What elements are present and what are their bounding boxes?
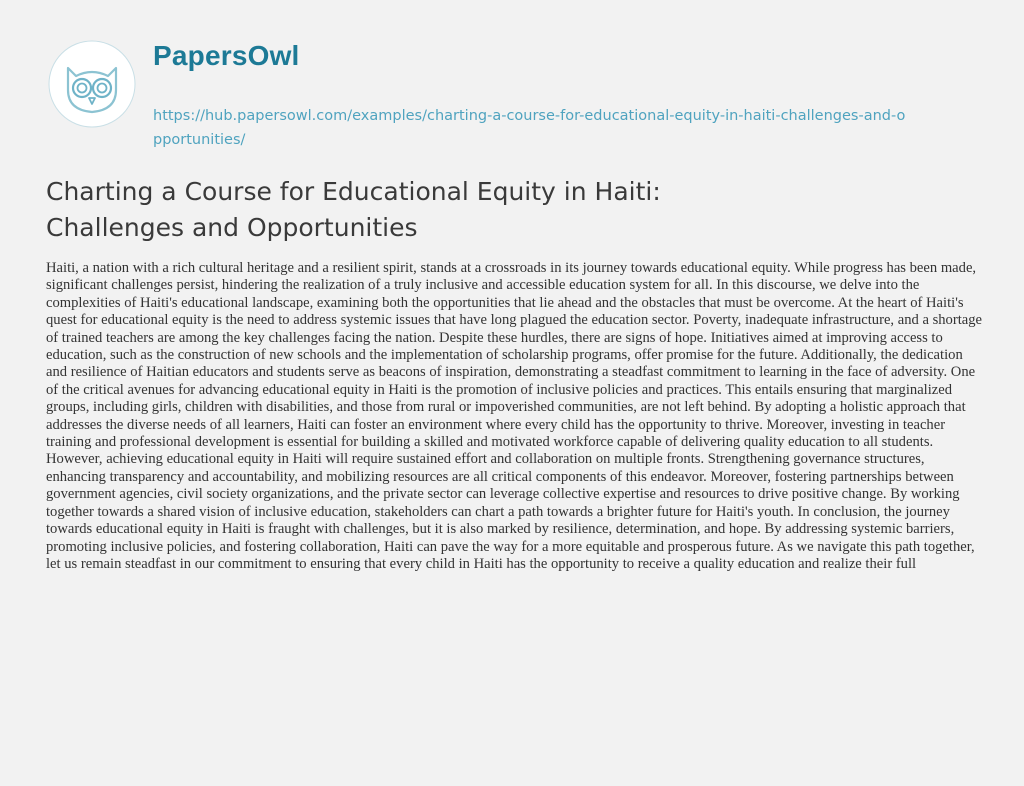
title-line-1: Charting a Course for Educational Equity in Haiti: xyxy=(46,177,661,206)
owl-logo-icon[interactable] xyxy=(46,38,138,130)
title-line-2: Challenges and Opportunities xyxy=(46,213,418,242)
essay-body-text: Haiti, a nation with a rich cultural heritage and a resilient spirit, stands at a crossroads in its journey towards educational equity. While progress has been made, significant challenges persist, hindering the realization of a truly inclusive and accessible education system for all. In this discourse, we delve into the complexities of Haiti's educational landscape, examining both the opportunities that lie ahead and the obstacles that must be overcome. At the heart of Haiti's quest for educational equity is the need to address systemic issues that have long plagued the education sector. Poverty, inadequate infrastructure, and a shortage of trained teachers are among the key challenges facing the nation. Despite these hurdles, there are signs of hope. Initiatives aimed at improving access to education, such as the construction of new schools and the implementation of scholarship programs, offer promise for the future. Additionally, the dedication and resilience of Haitian educators and students serve as beacons of inspiration, demonstrating a steadfast commitment to learning in the face of adversity. One of the critical avenues for advancing educational equity in Haiti is the promotion of inclusive policies and practices. This entails ensuring that marginalized groups, including girls, children with disabilities, and those from rural or impoverished communities, are not left behind. By adopting a holistic approach that addresses the diverse needs of all learners, Haiti can foster an environment where every child has the opportunity to thrive. Moreover, investing in teacher training and professional development is essential for building a skilled and motivated workforce capable of delivering quality education to all students. However, achieving educational equity in Haiti will require sustained effort and collaboration on multiple fronts. Strengthening governance structures, enhancing transparency and accountability, and mobilizing resources are all critical components of this endeavor. Moreover, fostering partnerships between government agencies, civil society organizations, and the private sector can leverage collective expertise and resources to drive positive change. By working together towards a shared vision of inclusive education, stakeholders can chart a path towards a brighter future for Haiti's youth. In conclusion, the journey towards educational equity in Haiti is fraught with challenges, but it is also marked by resilience, determination, and hope. By addressing systemic barriers, promoting inclusive policies, and fostering collaboration, Haiti can pave the way for a more equitable and prosperous future. As we navigate this path together, let us remain steadfast in our commitment to ensuring that every child in Haiti has the opportunity to receive a quality education and realize their full xyxy=(46,260,983,572)
brand-name[interactable]: PapersOwl xyxy=(153,40,300,71)
page-title xyxy=(46,174,946,246)
source-url-link[interactable]: https://hub.papersowl.com/examples/charting-a-course-for-educational-equity-in-haiti-challenges-and-opportunities/ xyxy=(153,108,906,148)
page-header xyxy=(46,38,996,158)
